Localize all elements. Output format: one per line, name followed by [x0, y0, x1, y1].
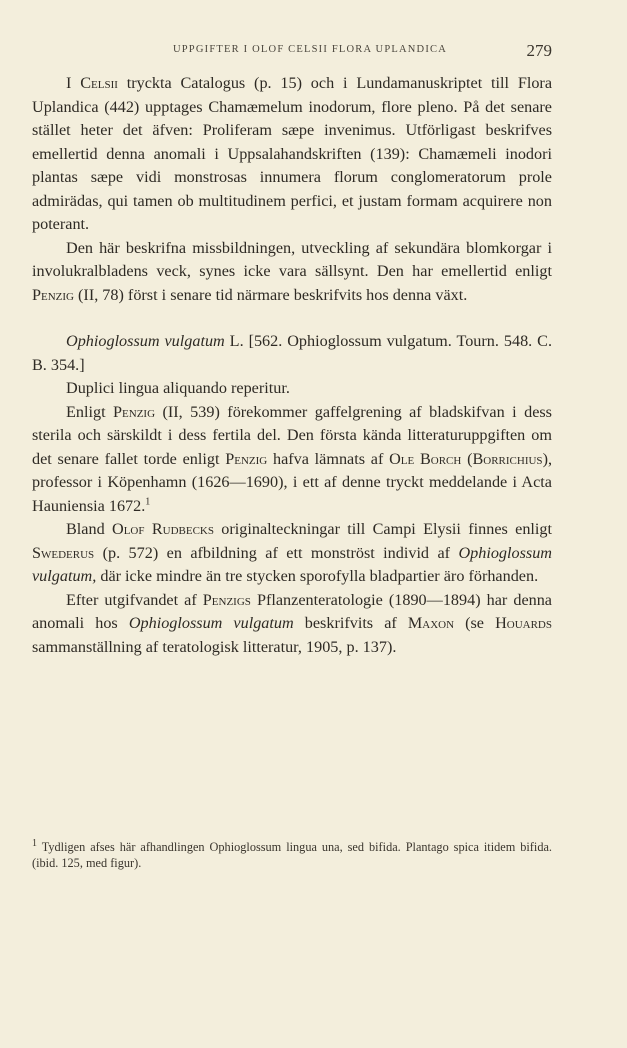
paragraph-missbildning: Den här beskrifna missbildningen, utveckling af sekundära blomkorgar i involukralbladens veck, synes icke vara sällsynt. Den har emellertid enligt Penzig (II, 78) först i senare tid närmare beskrifvits hos denna växt. [32, 238, 552, 304]
paragraph-ophioglossum-heading: Ophioglossum vulgatum L. [562. Ophioglossum vulgatum. Tourn. 548. C. B. 354.] [32, 332, 553, 374]
footnote-mark: 1 [32, 837, 37, 849]
author-name: Celsii [80, 74, 118, 92]
page-number: 279 [526, 41, 552, 60]
main-text [32, 72, 552, 659]
paragraph-chamaemelum: I Celsii tryckta Catalogus (p. 15) och i Lundamanuskriptet till Flora Uplandica (442) upptages Chamæmelum inodorum, flore pleno. På det senare stället heter det äfven: Proliferam sæpe invenimus. Utförligast beskrifves emellertid denna anomali i Uppsalahandskriften (139): Chamæmeli inodori plantas sæpe vidi monstrosas innumera florum conglomeratorum prole admirädas, qui tamen ob multitudinem perfici, et justam formam acquirere non poterant. [32, 74, 552, 233]
paragraph-rudbeck: Bland Olof Rudbecks originalteckningar till Campi Elysii finnes enligt Swederus (p. 572) en afbildning af ett monströst individ af Ophioglossum vulgatum, där icke mindre än tre stycken sporofylla bladpartier äro förhanden. [32, 520, 552, 585]
footnote: $^1$ Tydligen afses här afhandlingen Ophioglossum lingua una, sed bifida. Plantago spica itidem bifida. (ibid. 125, med figur). [32, 837, 552, 870]
footnote-reference: 1 [145, 496, 151, 508]
paragraph-duplici: Duplici lingua aliquando reperitur. [66, 379, 290, 397]
running-title: UPPGIFTER I OLOF CELSII FLORA UPLANDICA [172, 44, 448, 55]
author-name: Penzig [32, 285, 74, 304]
paragraph-maxon: Efter utgifvandet af Penzigs Pflanzenteratologie (1890—1894) har denna anomali hos Ophioglossum vulgatum beskrifvits af Maxon (se Houards sammanställning af teratologisk litteratur, 1905, p. 137). [32, 590, 552, 656]
paragraph-penzig: Enligt Penzig (II, 539) förekommer gaffelgrening af bladskifvan i dess sterila och särskildt i dess fertila del. Den första kända litteraturuppgiften om det senare fallet torde enligt Penzig hafva lämnats af Ole Borch (Borrichius), professor i Köpenhamn (1626—1690), i ett af denne tryckt meddelande i Acta Hauniensia 1672.$^1$ [32, 402, 552, 515]
species-name: Ophioglossum vulgatum [66, 332, 225, 350]
